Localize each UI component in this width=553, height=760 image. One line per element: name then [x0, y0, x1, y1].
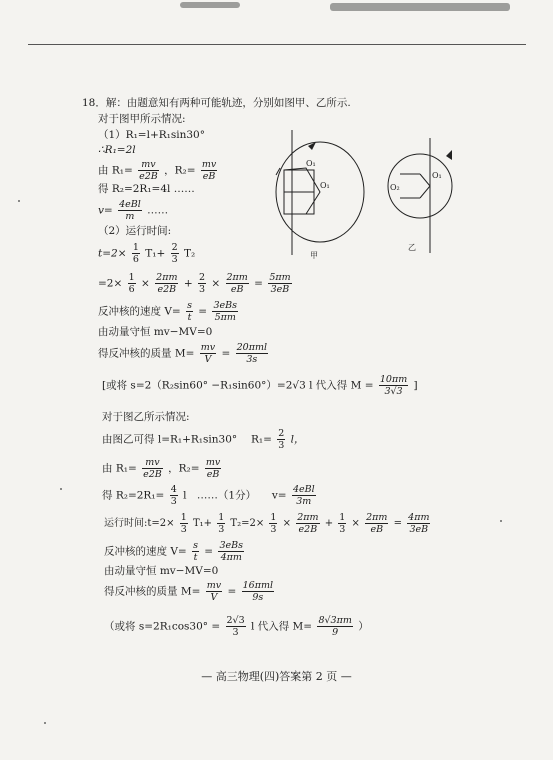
numerator: 1 [339, 512, 346, 523]
scan-speck [60, 488, 62, 490]
numerator: 4eBl [292, 484, 315, 495]
eq-text: ） [358, 620, 369, 633]
fraction [277, 428, 285, 451]
eq-text: …… [147, 204, 169, 217]
fraction [226, 615, 246, 638]
eq-text: = [254, 277, 263, 290]
eq-text: l 代入得 M= [251, 620, 313, 633]
denominator: t [187, 312, 192, 323]
eq-text: T₁+ [145, 247, 166, 260]
fraction [171, 242, 179, 265]
equation-line [98, 199, 168, 222]
fraction [205, 457, 221, 480]
numerator: 4eBl [119, 199, 141, 210]
denominator: m [125, 211, 135, 222]
eq-text: 由图乙可得 l=R₁+R₁sin30° R₁= [102, 433, 272, 446]
numerator: s [187, 300, 192, 311]
eq-text: 由 R₁= [98, 164, 133, 177]
fraction [142, 457, 163, 480]
numerator: 2 [171, 242, 178, 253]
scan-speck [44, 722, 46, 724]
eq-text: 得反冲核的质量 M= [104, 585, 201, 598]
equation-line: 由动量守恒 mv−MV=0 [98, 326, 213, 338]
denominator: 9 [332, 627, 339, 638]
fraction [365, 512, 388, 535]
equation-line: 得 R₂=2R₁=4l …… [98, 183, 195, 195]
numerator: 1 [218, 512, 225, 523]
solution-intro: 18．解：由题意知有两种可能轨迹，分别如图甲、乙所示. [82, 97, 351, 109]
eq-text: =2× [98, 277, 123, 290]
fraction [379, 374, 408, 397]
numerator: 5πm [269, 272, 291, 283]
numerator: 8√3πm [318, 615, 352, 626]
denominator: 3 [170, 496, 177, 507]
fraction [138, 159, 159, 182]
equation-line: ∴R₁=2l [98, 144, 136, 156]
equation-line [98, 272, 294, 295]
denominator: 3 [198, 284, 206, 295]
radius-lines [284, 168, 320, 214]
eq-text: × [351, 518, 360, 529]
o1-label: O₁ [320, 181, 330, 190]
numerator: 4 [170, 484, 177, 495]
equation-line [98, 159, 219, 182]
denominator: e2B [298, 524, 318, 535]
denominator: 3 [232, 627, 239, 638]
equation-line [98, 300, 240, 323]
numerator: 2πm [226, 272, 248, 283]
denominator: 3√3 [384, 386, 403, 397]
radius-lines [420, 174, 430, 198]
numerator: 20πml [236, 342, 268, 353]
eq-text: 反冲核的速度 V= [104, 545, 187, 558]
numerator: mv [206, 580, 222, 591]
eq-text: = [221, 347, 231, 360]
eq-text: 由 R₁= [102, 462, 137, 475]
denominator: 3m [296, 496, 312, 507]
fraction [226, 272, 249, 295]
fraction [338, 512, 346, 535]
fraction [268, 272, 291, 295]
eq-text: l ……（1分） v= [183, 489, 287, 502]
numerator: mv [205, 457, 221, 468]
eq-text: × [211, 277, 221, 290]
eq-text: （或将 s=2R₁cos30° = [104, 620, 221, 633]
numerator: mv [200, 342, 216, 353]
numerator: 2πm [366, 512, 388, 523]
fraction [292, 484, 316, 507]
equation-line [104, 615, 369, 638]
scan-smudge [330, 3, 510, 11]
denominator: e2B [157, 284, 177, 295]
denominator: e2B [139, 171, 158, 182]
equation-line: 由动量守恒 mv−MV=0 [104, 565, 219, 577]
denominator: eB [202, 171, 216, 182]
page-footer: — 高三物理(四)答案第 2 页 — [201, 670, 352, 683]
fraction [236, 342, 268, 365]
denominator: 3eB [409, 524, 429, 535]
eq-text: × [141, 277, 150, 290]
numerator: mv [138, 159, 159, 171]
numerator: 2πm [156, 272, 178, 283]
equation-line [104, 512, 432, 535]
eq-text: ，R₂= [164, 164, 196, 177]
eq-text: + [183, 277, 193, 290]
eq-text: × [282, 518, 292, 529]
o2-label: O₂ [390, 183, 400, 192]
eq-text: v= [98, 204, 113, 217]
denominator: 3 [218, 524, 225, 535]
fraction [192, 540, 199, 563]
scan-speck [500, 520, 502, 522]
denominator: eB [230, 284, 244, 295]
numerator: 1 [180, 512, 187, 523]
eq-text: 得反冲核的质量 M= [98, 347, 195, 360]
denominator: eB [206, 469, 220, 480]
denominator: eB [370, 524, 384, 535]
denominator: 3 [180, 524, 187, 535]
denominator: 3 [339, 524, 346, 535]
case-b-heading: 对于图乙所示情况: [102, 411, 190, 423]
equation-line [98, 242, 195, 265]
case-a-heading: 对于图甲所示情况: [98, 113, 186, 125]
numerator: 2 [198, 272, 206, 283]
eq-text: T₂=2× [230, 518, 265, 529]
denominator: 3eB [270, 284, 290, 295]
fraction [200, 342, 216, 365]
o1-label: O₁ [432, 171, 442, 180]
equation-line: （2）运行时间: [98, 225, 172, 237]
equation-line [104, 580, 276, 603]
denominator: 5πm [214, 312, 236, 323]
fraction [212, 300, 238, 323]
denominator: 3 [171, 254, 178, 265]
fraction [128, 272, 136, 295]
eq-text: 得 R₂=2R₁= [102, 489, 165, 502]
equation-line [102, 484, 318, 507]
equation-line [98, 342, 270, 365]
o1-label: O₁ [306, 159, 316, 168]
fraction [118, 199, 142, 222]
numerator: 2πm [297, 512, 319, 523]
eq-text: = [198, 305, 208, 318]
header-rule [28, 44, 526, 45]
eq-text: = [204, 545, 214, 558]
fraction [198, 272, 206, 295]
numerator: mv [201, 159, 217, 170]
eq-text: ，R₂= [168, 462, 200, 475]
fraction [296, 512, 319, 535]
eq-text: t=2× [98, 247, 127, 260]
numerator: s [193, 540, 198, 551]
equation-line [102, 457, 223, 480]
eq-text: + [324, 518, 334, 529]
fraction [132, 242, 140, 265]
denominator: 6 [128, 284, 135, 295]
equation-line: （1）R₁=l+R₁sin30° [98, 129, 205, 141]
fraction [155, 272, 178, 295]
fraction [269, 512, 277, 535]
scan-smudge [180, 2, 240, 8]
fraction [201, 159, 217, 182]
denominator: V [210, 592, 218, 603]
figure-jia-label: 甲 [310, 251, 318, 260]
trajectory-figure-jia [262, 130, 372, 265]
eq-text: 反冲核的速度 V= [98, 305, 181, 318]
numerator: 10πm [379, 374, 408, 385]
trajectory-figure-yi [380, 138, 470, 268]
equation-line [104, 540, 246, 563]
denominator: 3 [270, 524, 277, 535]
fraction [407, 512, 430, 535]
eq-text: 运行时间:t=2× [104, 518, 175, 529]
scan-speck [18, 200, 20, 202]
figure-yi-label: 乙 [408, 243, 416, 252]
numerator: 1 [132, 242, 139, 253]
eq-text: ] [413, 379, 418, 392]
denominator: V [204, 354, 212, 365]
eq-text: T₁+ [192, 518, 212, 529]
eq-text: T₂ [183, 247, 196, 260]
denominator: 3 [278, 440, 285, 451]
eq-text: = [393, 518, 402, 529]
fraction [218, 540, 244, 563]
denominator: e2B [143, 469, 162, 480]
numerator: 3eBs [219, 540, 243, 551]
fraction [217, 512, 225, 535]
numerator: 1 [128, 272, 135, 283]
fraction [180, 512, 188, 535]
denominator: 9s [252, 592, 264, 603]
eq-text: l， [290, 433, 305, 446]
fraction [170, 484, 178, 507]
numerator: 1 [270, 512, 277, 523]
fraction [186, 300, 193, 323]
arrow-icon [446, 150, 452, 160]
denominator: 4πm [220, 552, 242, 563]
numerator: 4πm [408, 512, 430, 523]
equation-line [102, 428, 305, 451]
denominator: 3s [246, 354, 258, 365]
eq-text: = [227, 585, 237, 598]
fraction [242, 580, 274, 603]
numerator: 16πml [242, 580, 274, 591]
fraction [317, 615, 352, 638]
numerator: 3eBs [213, 300, 237, 311]
denominator: 6 [132, 254, 139, 265]
eq-text: [或将 s=2（R₂sin60° −R₁sin60°）=2√3 l 代入得 M = [102, 379, 374, 392]
numerator: 2√3 [226, 615, 245, 626]
numerator: 2 [278, 428, 285, 439]
fraction [206, 580, 222, 603]
denominator: t [193, 552, 198, 563]
equation-line [102, 374, 418, 397]
numerator: mv [142, 457, 163, 469]
